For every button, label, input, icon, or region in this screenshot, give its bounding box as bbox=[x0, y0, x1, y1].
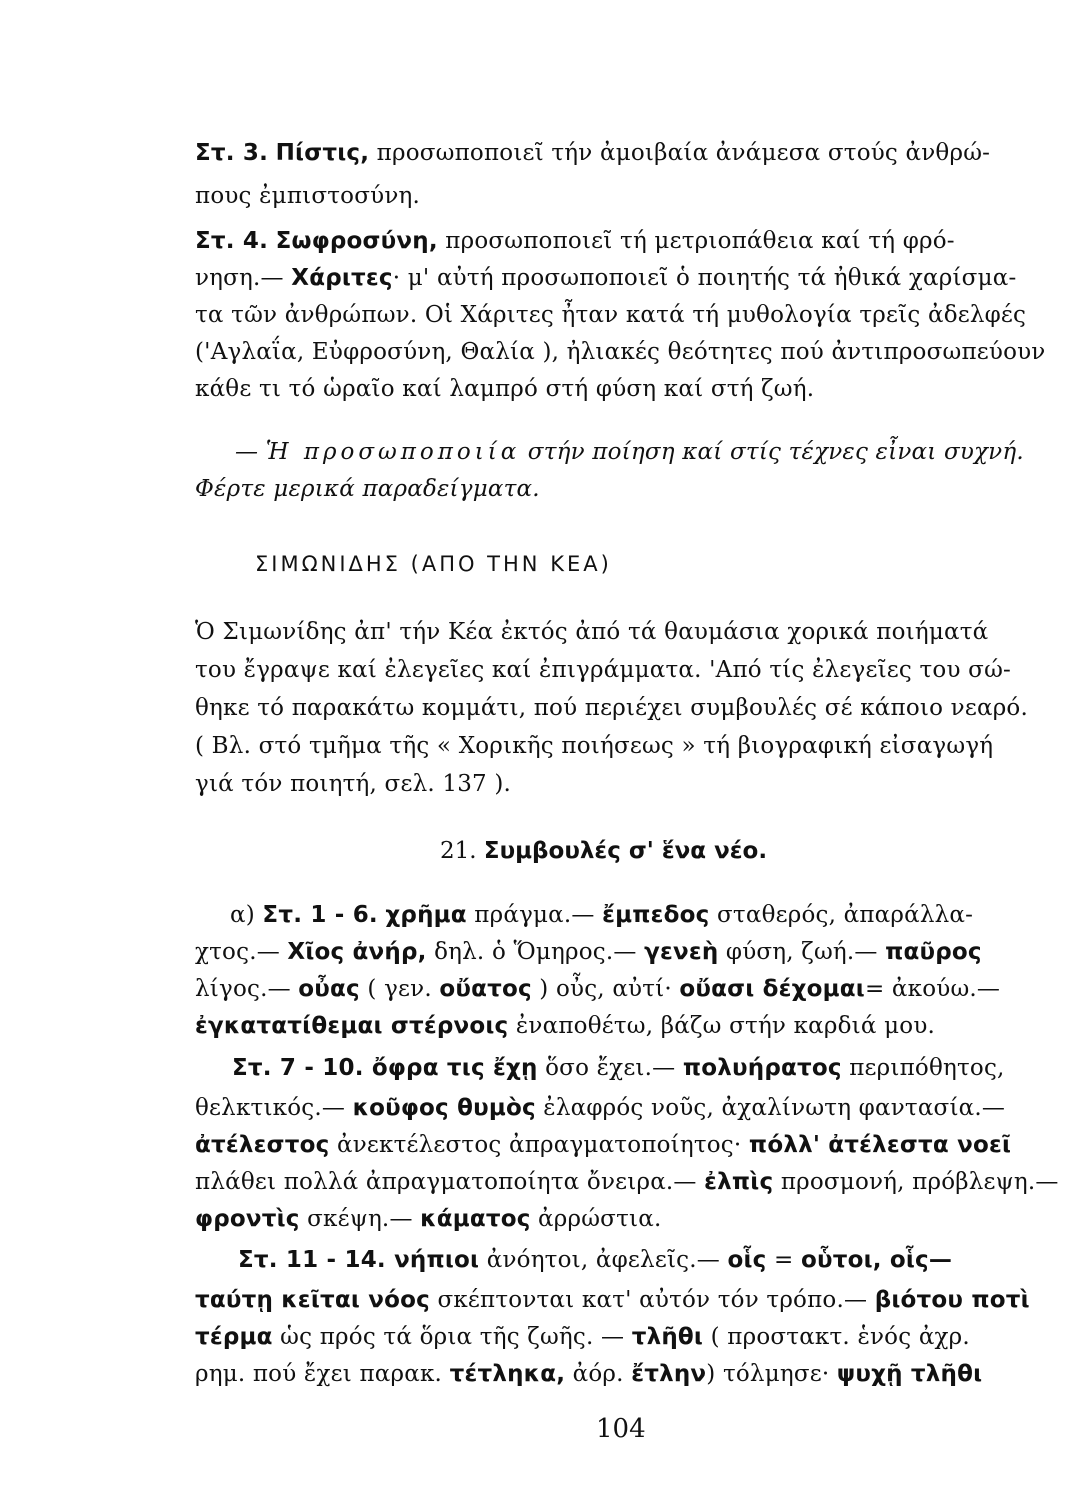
gloss-term: ἐγκατατίθεμαι στέρνοις bbox=[195, 1013, 509, 1039]
gloss-text: ἐναποθέτω, βάζω στήν καρδιά μου. bbox=[508, 1013, 936, 1039]
gloss-text: = ἀκούω.— bbox=[864, 976, 1001, 1002]
gloss-text: = bbox=[766, 1247, 801, 1273]
gloss-term: Στ. 7 - 10. bbox=[232, 1055, 372, 1081]
gloss-text: ρημ. πού ἔχει παρακ. bbox=[195, 1361, 450, 1387]
st11-14-line-4 bbox=[195, 1359, 1035, 1389]
prosopopoiia-line-1 bbox=[235, 437, 1075, 467]
gloss-term: χρῆμα bbox=[385, 902, 467, 928]
gloss-term: τέτληκα, bbox=[449, 1361, 566, 1387]
gloss-term: πολυήρατος bbox=[682, 1055, 842, 1081]
gloss-text: πλάθει πολλά ἀπραγματοποίητα ὄνειρα.— bbox=[195, 1169, 705, 1195]
gloss-term: γενεὴ bbox=[644, 939, 719, 965]
prosopopoiia-dash: — bbox=[235, 439, 266, 465]
gloss-text: ὅσο ἔχει.— bbox=[537, 1055, 683, 1081]
gloss-term: ψυχῇ τλῆθι bbox=[836, 1361, 983, 1387]
gloss-term: ἔτλην bbox=[631, 1361, 707, 1387]
st7-10-line-5 bbox=[195, 1204, 1035, 1234]
st4-text: προσωποποιεῖ τή μετριοπάθεια καί τή φρό- bbox=[437, 228, 955, 254]
gloss-term: βιότου ποτὶ bbox=[874, 1287, 1030, 1313]
st11-14-line-1 bbox=[238, 1245, 1078, 1275]
st7-10-line-1 bbox=[232, 1053, 1072, 1083]
st1-6-line-2 bbox=[195, 937, 1035, 967]
gloss-term: πόλλ' ἀτέλεστα νοεῖ bbox=[748, 1132, 1012, 1158]
gloss-term: νήπιοι bbox=[394, 1247, 480, 1273]
gloss-term: κοῦφος θυμὸς bbox=[352, 1095, 536, 1121]
gloss-text: σταθερός, ἀπαράλλα- bbox=[709, 902, 974, 928]
st4-term: Σωφροσύνη, bbox=[275, 228, 438, 254]
st4-line-5: κάθε τι τό ὡραῖο καί λαμπρό στή φύση καί στή ζωή. bbox=[195, 376, 815, 402]
simonides-line-5: γιά τόν ποιητή, σελ. 137 ). bbox=[195, 771, 512, 797]
gloss-text: χτος.— bbox=[195, 939, 288, 965]
st4-line-2 bbox=[195, 263, 1035, 293]
gloss-term: Χῖος ἀνήρ, bbox=[287, 939, 427, 965]
simonides-line-1: Ὁ Σιμωνίδης ἀπ' τήν Κέα ἐκτός ἀπό τά θαυμάσια χορικά ποιήματά bbox=[195, 619, 989, 645]
prosopopoiia-text: στήν ποίηση καί στίς τέχνες εἶναι συχνή. bbox=[520, 439, 1024, 465]
gloss-text: ( προστακτ. ἑνός ἀχρ. bbox=[703, 1324, 970, 1350]
gloss-term: οὗτοι, οἷς— bbox=[800, 1247, 953, 1273]
gloss-term: κάματος bbox=[420, 1206, 531, 1232]
st7-10-line-4 bbox=[195, 1167, 1059, 1197]
gloss-term: οὔασι δέχομαι bbox=[679, 976, 865, 1002]
st11-14-line-3 bbox=[195, 1322, 1035, 1352]
poem-number: 21. bbox=[440, 838, 477, 864]
gloss-term: τέρμα bbox=[195, 1324, 273, 1350]
gloss-text: ) οὖς, αὐτί· bbox=[531, 976, 680, 1002]
poem-title bbox=[440, 838, 767, 864]
st4-line-1 bbox=[195, 226, 1035, 256]
st3-term: Πίστις, bbox=[275, 140, 370, 166]
st7-10-line-2 bbox=[195, 1093, 1035, 1123]
st4-line2-term: Χάριτες bbox=[291, 265, 393, 291]
gloss-text: α) bbox=[230, 902, 263, 928]
page-number: 104 bbox=[596, 1414, 646, 1444]
st3-line-1 bbox=[195, 138, 1035, 168]
gloss-term: ἔμπεδος bbox=[602, 902, 710, 928]
gloss-term: ὄφρα τις ἔχῃ bbox=[371, 1055, 538, 1081]
poem-title-text: Συμβουλές σ' ἕνα νέο. bbox=[483, 838, 768, 864]
simonides-heading: ΣΙΜΩΝΙΔΗΣ (ΑΠΟ ΤΗΝ ΚΕΑ) bbox=[255, 552, 612, 576]
gloss-term: οἷς bbox=[727, 1247, 767, 1273]
st1-6-line-3 bbox=[195, 974, 1035, 1004]
gloss-text: ὡς πρός τά ὅρια τῆς ζωῆς. — bbox=[272, 1324, 632, 1350]
st3-line-2: πους ἐμπιστοσύνη. bbox=[195, 183, 420, 209]
gloss-text: προσμονή, πρόβλεψη.— bbox=[773, 1169, 1059, 1195]
st3-label: Στ. 3. bbox=[195, 140, 269, 166]
gloss-text: σκέπτονται κατ' αὐτόν τόν τρόπο.— bbox=[429, 1287, 875, 1313]
gloss-text: ἀνόητοι, ἀφελεῖς.— bbox=[479, 1247, 728, 1273]
gloss-text: ) τόλμησε· bbox=[706, 1361, 837, 1387]
gloss-text: ( γεν. bbox=[359, 976, 440, 1002]
gloss-term: οὖας bbox=[298, 976, 360, 1002]
gloss-text: περιπόθητος, bbox=[841, 1055, 1005, 1081]
gloss-term: τλῆθι bbox=[631, 1324, 704, 1350]
gloss-term: ταύτῃ κεῖται νόος bbox=[195, 1287, 430, 1313]
gloss-text: ἀόρ. bbox=[565, 1361, 632, 1387]
gloss-text: πράγμα.— bbox=[466, 902, 603, 928]
gloss-term: ἀτέλεστος bbox=[195, 1132, 330, 1158]
st4-line2-start: νηση.— bbox=[195, 265, 292, 291]
simonides-line-3: θηκε τό παρακάτω κομμάτι, πού περιέχει συμβουλές σέ κάποιο νεαρό. bbox=[195, 695, 1028, 721]
st4-line-3: τα τῶν ἀνθρώπων. Οἱ Χάριτες ἦταν κατά τή μυθολογία τρεῖς ἀδελφές bbox=[195, 302, 1027, 328]
gloss-term: παῦρος bbox=[885, 939, 982, 965]
gloss-term: Στ. 1 - 6. bbox=[262, 902, 378, 928]
prosopopoiia-term: Ἡ προσωποποιία bbox=[265, 439, 521, 465]
gloss-term: οὔατος bbox=[439, 976, 532, 1002]
simonides-line-2: του ἔγραψε καί ἐλεγεῖες καί ἐπιγράμματα. 'Από τίς ἐλεγεῖες του σώ- bbox=[195, 657, 1011, 683]
gloss-text: φύση, ζωή.— bbox=[718, 939, 886, 965]
gloss-text: σκέψη.— bbox=[299, 1206, 421, 1232]
st4-line-4: ('Αγλαΐα, Εὐφροσύνη, Θαλία ), ἠλιακές θεότητες πού ἀντιπροσωπεύουν bbox=[195, 339, 1046, 365]
gloss-text: λίγος.— bbox=[195, 976, 299, 1002]
st4-line2-end: · μ' αὐτή προσωποποιεῖ ὁ ποιητής τά ἠθικά χαρίσμα- bbox=[392, 265, 1017, 291]
gloss-text: ἐλαφρός νοῦς, ἀχαλίνωτη φαντασία.— bbox=[535, 1095, 1006, 1121]
prosopopoiia-line-2: Φέρτε μερικά παραδείγματα. bbox=[195, 476, 540, 502]
st1-6-line-4 bbox=[195, 1011, 1035, 1041]
gloss-text: δηλ. ὁ Ὅμηρος.— bbox=[426, 939, 645, 965]
gloss-text: ἀνεκτέλεστος ἀπραγματοποίητος· bbox=[329, 1132, 749, 1158]
gloss-text: θελκτικός.— bbox=[195, 1095, 353, 1121]
st3-text: προσωποποιεῖ τήν ἀμοιβαία ἀνάμεσα στούς ἀνθρώ- bbox=[369, 140, 991, 166]
gloss-term: φροντὶς bbox=[195, 1206, 300, 1232]
gloss-term: ἐλπὶς bbox=[704, 1169, 774, 1195]
gloss-term: Στ. 11 - 14. bbox=[238, 1247, 395, 1273]
simonides-line-4: ( Βλ. στό τμῆμα τῆς « Χορικῆς ποιήσεως » τή βιογραφική εἰσαγωγή bbox=[195, 733, 994, 759]
st1-6-line-1 bbox=[230, 900, 1070, 930]
st11-14-line-2 bbox=[195, 1285, 1035, 1315]
gloss-text: ἀρρώστια. bbox=[530, 1206, 662, 1232]
st4-label: Στ. 4. bbox=[195, 228, 269, 254]
st7-10-line-3 bbox=[195, 1130, 1035, 1160]
